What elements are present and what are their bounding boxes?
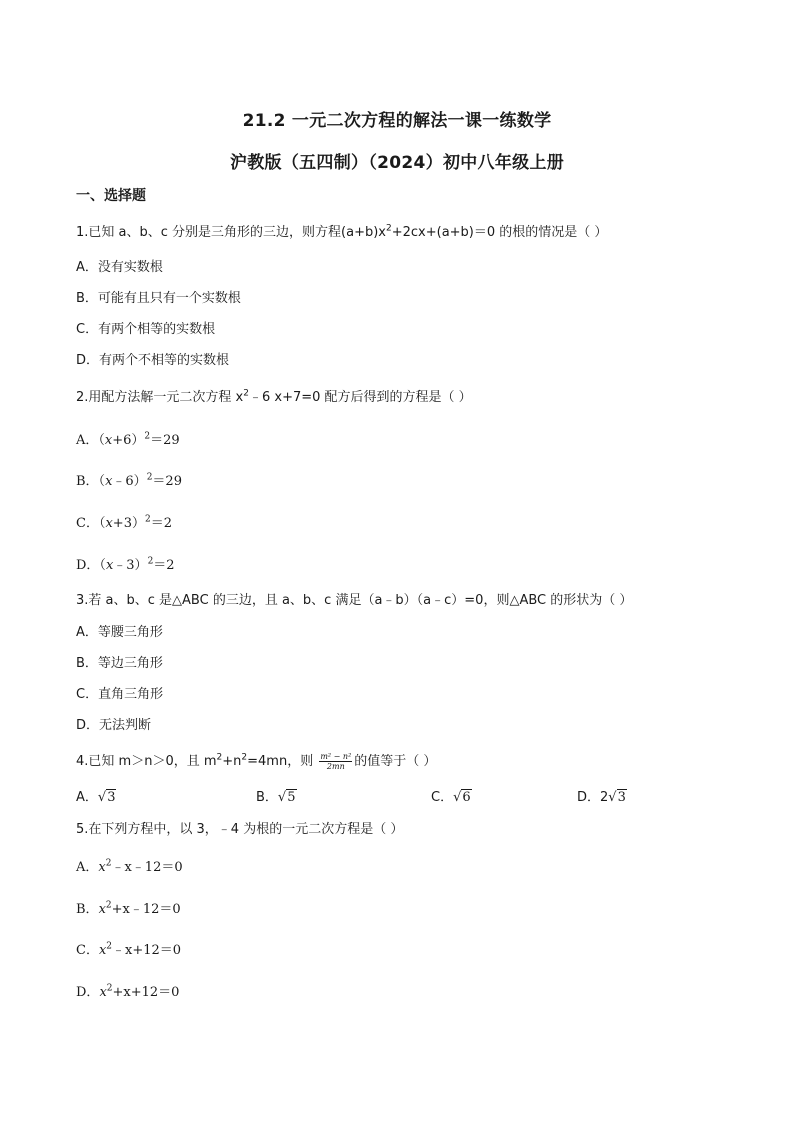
question-1-option-c: C．有两个相等的实数根 bbox=[76, 322, 216, 337]
doc-title-line2: 沪教版（五四制）（2024）初中八年级上册 bbox=[229, 153, 565, 173]
question-1-option-a: A．没有实数根 bbox=[76, 260, 163, 275]
question-3-option-c: C．直角三角形 bbox=[76, 687, 164, 702]
question-2-option-c: C．$(x+3)^2=2$ bbox=[76, 514, 172, 531]
question-2-stem: 2.用配方法解一元二次方程 $x^2﹣6$ x+7=0 配方后得到的方程是（ ） bbox=[76, 388, 472, 405]
sqrt-symbol: √5 bbox=[277, 790, 296, 805]
question-5-option-b: B．$x^2+x﹣12=0$ bbox=[76, 900, 181, 917]
question-2-option-b: B．（x﹣6）$^2$＝29 bbox=[76, 472, 182, 489]
fraction: $\frac{\text{m² − n²}}{2mn}$ bbox=[320, 752, 352, 771]
sqrt-symbol: √6 bbox=[453, 790, 471, 805]
question-3-option-a: A．等腰三角形 bbox=[76, 625, 163, 640]
question-3-option-d: D．无法判断 bbox=[76, 718, 152, 733]
question-1-stem: 1.已知 a、b、c 分别是三角形的三边，则方程$(a+b)x^2+2cx+(a+b)=0$ 的根的情况是（ ） bbox=[76, 223, 608, 240]
question-5-option-d: D．$x^2+x+12=0$ bbox=[76, 983, 180, 1000]
question-4-option-b: B．√5 bbox=[256, 790, 296, 805]
question-3-stem: 3.若 a、b、c 是△ABC 的三边，且 a、b、c 满足（a﹣b）（a﹣c）=0，则△ABC 的形状为（ ） bbox=[76, 593, 633, 608]
sqrt-symbol: √3 bbox=[97, 790, 116, 805]
question-4-stem: 4.已知 m＞n＞0，且 $m^2+n^2=4mn$，则 $\frac{\text{m² − n²}}{2mn}$ 的值等于（ ） bbox=[76, 752, 437, 771]
question-4-option-d: D．2√3 bbox=[577, 790, 626, 805]
question-3-option-b: B．等边三角形 bbox=[76, 656, 163, 671]
question-1-option-b: B．可能有且只有一个实数根 bbox=[76, 291, 241, 306]
question-1-option-d: D．有两个不相等的实数根 bbox=[76, 353, 230, 368]
question-2-option-a: A．$(x+6)^2=29$ bbox=[76, 431, 180, 448]
question-4-option-a: A．√3 bbox=[76, 790, 116, 805]
sqrt-symbol: √3 bbox=[608, 790, 626, 805]
question-4-option-c: C．√6 bbox=[431, 790, 471, 805]
question-5-option-c: C．$x^2﹣x+12=0$ bbox=[76, 941, 182, 958]
section-heading: 一、选择题 bbox=[76, 188, 146, 204]
question-5-option-a: A．$x^2﹣x﹣12=0$ bbox=[76, 858, 183, 875]
question-5-stem: 5.在下列方程中，以 3，﹣4 为根的一元二次方程是（ ） bbox=[76, 822, 404, 837]
question-2-option-d: D．（x﹣3）$^2$＝2 bbox=[76, 556, 175, 573]
doc-title-line1: 21.2 一元二次方程的解法一课一练数学 bbox=[242, 111, 552, 131]
